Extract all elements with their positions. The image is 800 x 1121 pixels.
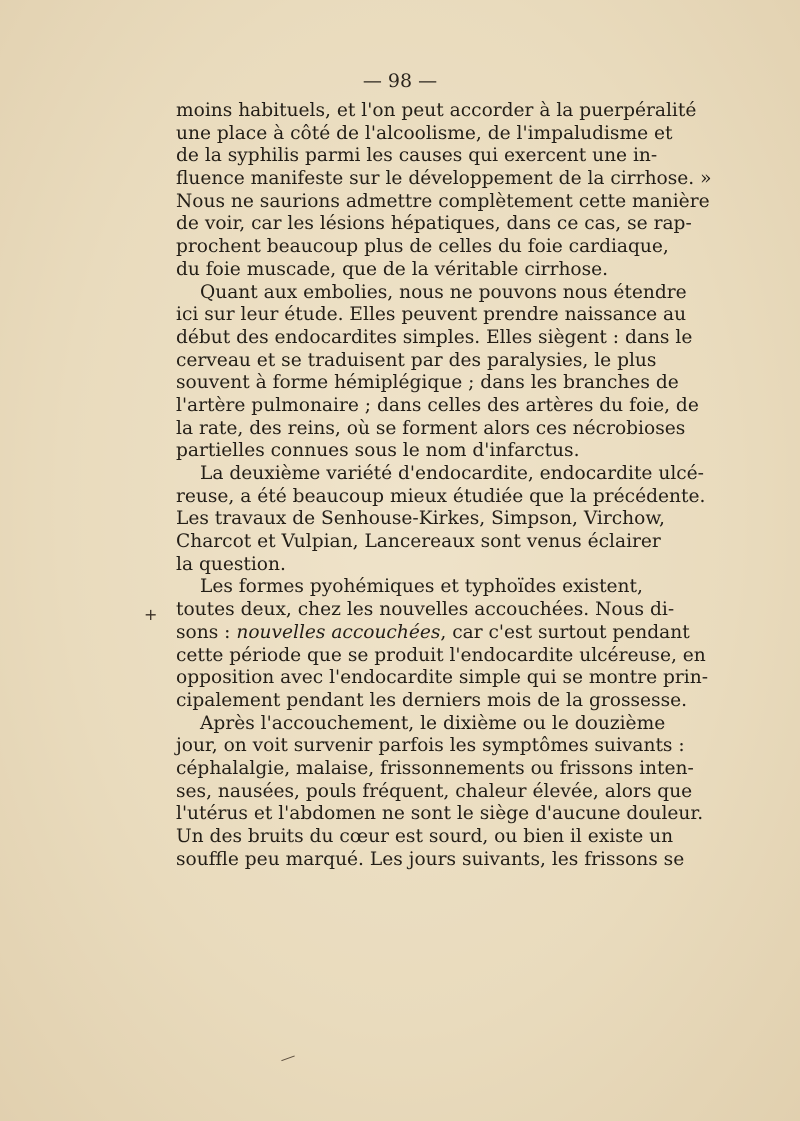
text-line: souffle peu marqué. Les jours suivants, les frissons se — [176, 848, 685, 870]
text-line: de voir, car les lésions hépatiques, dans ce cas, se rap- — [176, 213, 692, 235]
text-line: opposition avec l'endocardite simple qui se montre prin- — [176, 667, 709, 689]
text-line: toutes deux, chez les nouvelles accouchées. Nous di- — [176, 599, 675, 621]
text-line: cerveau et se traduisent par des paralysies, le plus — [176, 349, 657, 371]
paragraph — [176, 576, 709, 712]
margin-pencil-mark: + — [144, 605, 158, 624]
text-line: Après l'accouchement, le dixième ou le douzième — [200, 712, 666, 734]
text-line: l'utérus et l'abdomen ne sont le siège d'aucune douleur. — [176, 803, 704, 825]
text-line: reuse, a été beaucoup mieux étudiée que la précédente. — [176, 485, 706, 507]
text-line: jour, on voit survenir parfois les symptômes suivants : — [176, 735, 685, 757]
text-line: l'artère pulmonaire ; dans celles des artères du foie, de — [176, 394, 699, 416]
page-body — [176, 100, 712, 871]
text-line: début des endocardites simples. Elles siègent : dans le — [176, 326, 693, 348]
pencil-stroke — [279, 1050, 295, 1061]
text-line: de la syphilis parmi les causes qui exercent une in- — [176, 145, 658, 167]
text-line: céphalalgie, malaise, frissonnements ou frissons inten- — [176, 757, 694, 779]
text-line: Nous ne saurions admettre complètement cette manière — [176, 190, 710, 212]
text-line: partielles connues sous le nom d'infarctus. — [176, 440, 580, 462]
text-line: moins habituels, et l'on peut accorder à la puerpéralité — [176, 100, 697, 121]
text-line: une place à côté de l'alcoolisme, de l'impaludisme et — [176, 122, 673, 144]
text-line: ici sur leur étude. Elles peuvent prendre naissance au — [176, 304, 687, 326]
text-line: la rate, des reins, où se forment alors ces nécrobioses — [176, 417, 686, 439]
text-line: fluence manifeste sur le développement de la cirrhose. » — [176, 168, 712, 190]
text-line: du foie muscade, que de la véritable cirrhose. — [176, 258, 609, 280]
text-line: prochent beaucoup plus de celles du foie cardiaque, — [176, 236, 669, 258]
text-line: ses, nausées, pouls fréquent, chaleur élevée, alors que — [176, 780, 693, 802]
text-line: cette période que se produit l'endocardite ulcéreuse, en — [176, 644, 706, 666]
text-line: La deuxième variété d'endocardite, endocardite ulcé- — [200, 463, 704, 484]
paragraph — [176, 712, 704, 872]
text-line: Les formes pyohémiques et typhoïdes existent, — [200, 576, 643, 598]
text-line: sons : nouvelles accouchées, car c'est surtout pendant — [176, 621, 690, 643]
text-line: Un des bruits du cœur est sourd, ou bien il existe un — [176, 826, 674, 847]
paragraph — [176, 100, 712, 282]
text-line: Quant aux embolies, nous ne pouvons nous étendre — [200, 281, 687, 303]
text-line: Charcot et Vulpian, Lancereaux sont venus éclairer — [176, 531, 661, 553]
page-number: — 98 — — [362, 70, 438, 92]
paragraph — [176, 463, 706, 576]
text-line: Les travaux de Senhouse-Kirkes, Simpson, Virchow, — [176, 508, 665, 530]
text-line: souvent à forme hémiplégique ; dans les branches de — [176, 372, 679, 394]
text-line: la question. — [176, 553, 286, 575]
text-line: cipalement pendant les derniers mois de la grossesse. — [176, 689, 688, 711]
paragraph — [176, 281, 699, 464]
